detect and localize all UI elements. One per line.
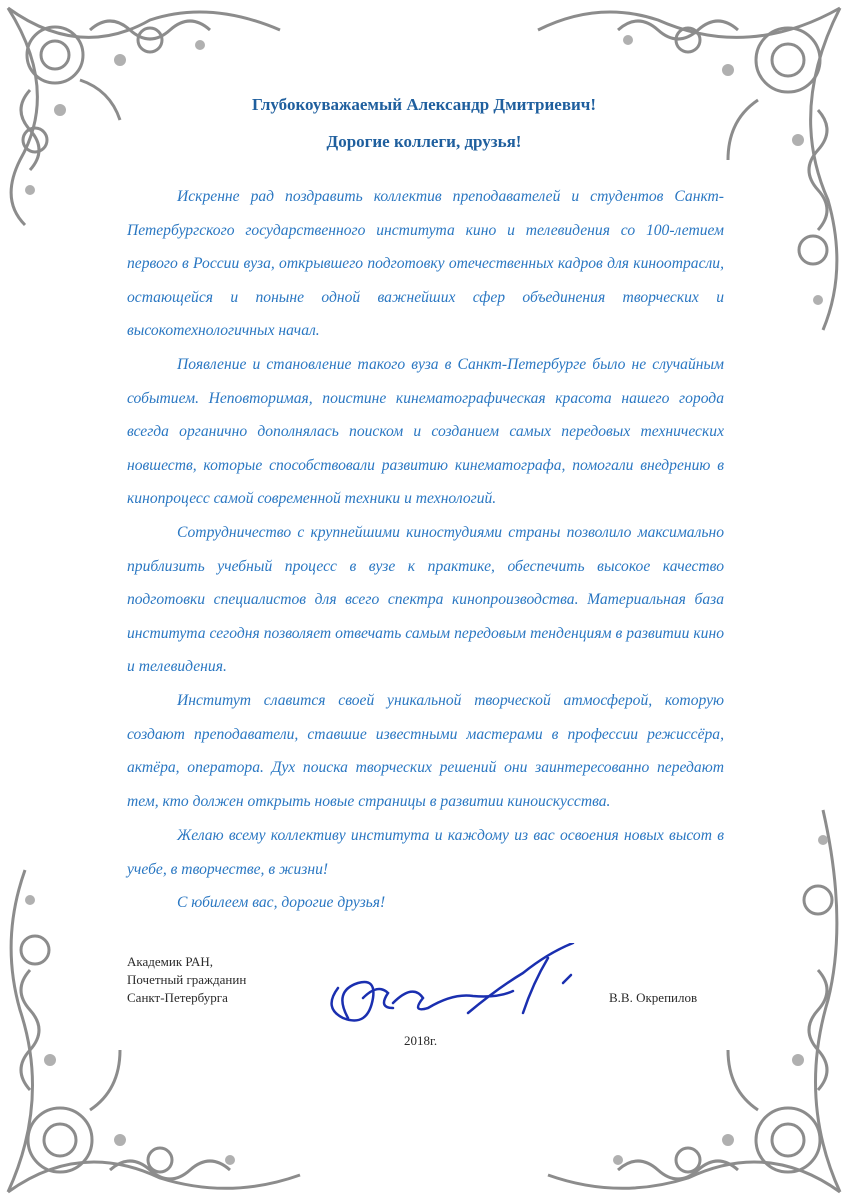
handwritten-signature <box>318 943 588 1038</box>
signatory-title-line-2: Почетный гражданин <box>127 972 247 987</box>
letter-paragraph-1: Искренне рад поздравить коллектив преподавателей и студентов Санкт-Петербургского государственного института кино и телевидения со 100-летием первого в России вуза, открывшего подготовку отечественных кадров для киноотрасли, остающейся и поныне одной важнейших сфер объединения творческих и высокотехнологичных начал. <box>127 188 724 339</box>
letter-paragraph-2: Появление и становление такого вуза в Санкт-Петербурге было не случайным событием. Неповторимая, поистине кинематографическая красота нашего города всегда органично дополнялась поиском и созданием самых передовых технических новшеств, которые способствовали развитию кинематографа, помогали внедрению в кинопроцесс самой современной техники и технологий. <box>127 356 724 507</box>
signatory-name: В.В. Окрепилов <box>609 990 698 1005</box>
letter-paragraph-6: С юбилеем вас, дорогие друзья! <box>177 894 386 911</box>
salutation-heading: Глубокоуважаемый Александр Дмитриевич! <box>251 95 597 114</box>
letter-paragraph-3: Сотрудничество с крупнейшими киностудиями страны позволило максимально приблизить учебный процесс в вузе к практике, обеспечить высокое качество подготовки специалистов для всего спектра кинопроизводства. Материальная база института сегодня позволяет отвечать самым передовым тенденциям в развитии кино и телевидения. <box>127 524 724 675</box>
signatory-title-line-3: Санкт-Петербурга <box>127 990 228 1005</box>
signatory-title-line-1: Академик РАН, <box>127 954 214 969</box>
letter-paragraph-4: Институт славится своей уникальной творческой атмосферой, которую создают преподаватели, ставшие известными мастерами в профессии режиссёра, актёра, оператора. Дух поиска творческих решений они заинтересованно передают тем, кто должен открыть новые страницы в развитии киноискусства. <box>127 692 724 810</box>
letter-paragraph-5: Желаю всему коллективу института и каждому из вас освоения новых высот в учебе, в творчестве, в жизни! <box>127 827 724 878</box>
letter-date: 2018г. <box>404 1033 438 1048</box>
salutation-subheading: Дорогие коллеги, друзья! <box>326 132 522 151</box>
